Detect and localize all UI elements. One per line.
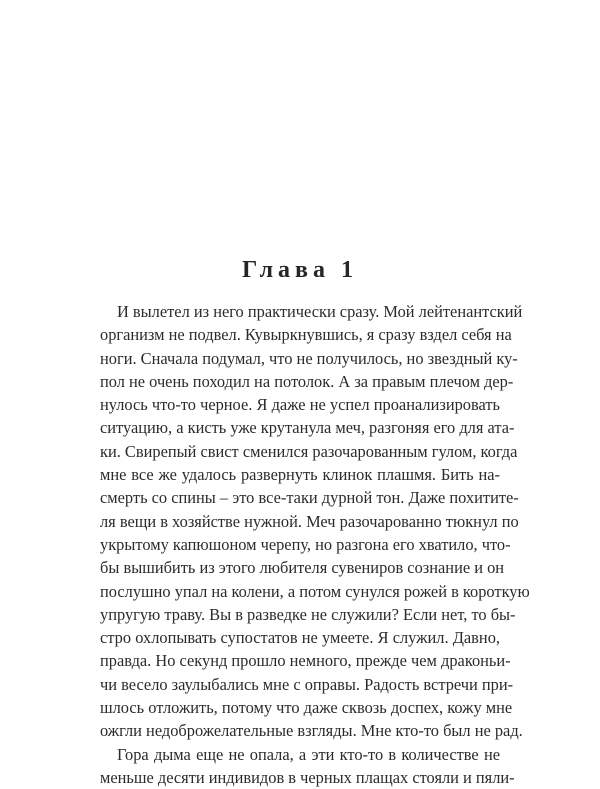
- chapter-title: Глава 1: [242, 257, 358, 283]
- text-line: чи весело заулыбались мне с оправы. Радость встречи при-: [100, 674, 514, 694]
- text-line: ситуацию, а кисть уже крутанула меч, разгоняя его для ата-: [100, 418, 515, 438]
- text-line: ожгли недоброжелательные взгляды. Мне кто-то был не рад.: [100, 721, 523, 741]
- text-line: ноги. Сначала подумал, что не получилось, но звездный ку-: [100, 348, 518, 368]
- text-line: пол не очень походил на потолок. А за правым плечом дер-: [100, 371, 514, 391]
- text-line: меньше десяти индивидов в черных плащах стояли и пяли-: [100, 767, 515, 787]
- text-line: упругую траву. Вы в разведке не служили? Если нет, то бы-: [100, 604, 516, 624]
- text-line: правда. Но секунд прошло немного, прежде чем драконьи-: [100, 651, 511, 671]
- text-line: укрытому капюшоном черепу, но разгона его хватило, что-: [100, 534, 511, 554]
- text-line: шлось отложить, потому что даже сквозь доспех, кожу мне: [100, 698, 513, 718]
- text-line: ки. Свирепый свист сменился разочарованным гулом, когда: [100, 441, 518, 461]
- chapter-body: [100, 300, 530, 789]
- text-line: послушно упал на колени, а потом сунулся рожей в короткую: [100, 581, 530, 601]
- text-line: Гора дыма еще не опала, а эти кто-то в количестве не: [117, 744, 500, 764]
- text-line: стро охлопывать супостатов не умеете. Я служил. Давно,: [100, 628, 500, 648]
- text-line: организм не подвел. Кувыркнувшись, я сразу вздел себя на: [100, 325, 512, 345]
- text-line: ля вещи в хозяйстве нужной. Меч разочарованно тюкнул по: [100, 511, 519, 531]
- text-line: бы вышибить из этого любителя сувениров сознание и он: [100, 558, 505, 578]
- text-line: И вылетел из него практически сразу. Мой лейтенантский: [117, 302, 523, 321]
- text-line: нулось что-то черное. Я даже не успел проанализировать: [100, 395, 500, 415]
- text-line: смерть со спины – это все-таки дурной тон. Даже похитите-: [100, 488, 519, 508]
- text-line: мне все же удалось развернуть клинок плашмя. Бить на-: [100, 465, 500, 485]
